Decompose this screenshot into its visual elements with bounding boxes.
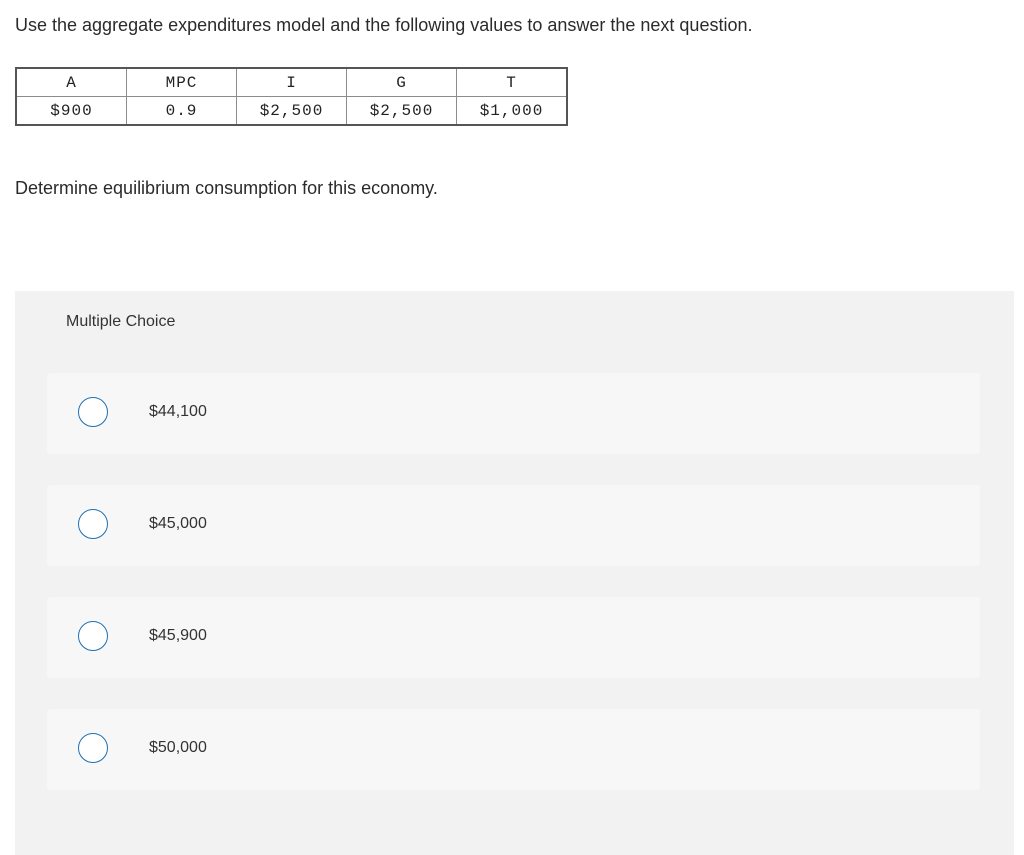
table-cell: $2,500: [347, 97, 457, 126]
multiple-choice-header: Multiple Choice: [66, 313, 176, 330]
radio-button-icon[interactable]: [78, 509, 108, 539]
table-header-cell: I: [237, 68, 347, 97]
table-header-row: [16, 68, 567, 97]
values-table: [15, 67, 568, 126]
table-cell: $2,500: [237, 97, 347, 126]
table-header-cell: T: [457, 68, 568, 97]
choice-label: $44,100: [149, 403, 207, 420]
multiple-choice-panel: [15, 291, 1014, 855]
radio-button-icon[interactable]: [78, 397, 108, 427]
choice-option[interactable]: [47, 373, 980, 454]
choice-label: $45,900: [149, 627, 207, 644]
table-header-cell: MPC: [127, 68, 237, 97]
radio-button-icon[interactable]: [78, 621, 108, 651]
table-cell: $900: [16, 97, 127, 126]
table-cell: $1,000: [457, 97, 568, 126]
radio-button-icon[interactable]: [78, 733, 108, 763]
choice-option[interactable]: [47, 709, 980, 790]
choice-label: $50,000: [149, 739, 207, 756]
question-prompt: Determine equilibrium consumption for this economy.: [15, 178, 438, 198]
table-header-cell: A: [16, 68, 127, 97]
choice-option[interactable]: [47, 597, 980, 678]
choice-option[interactable]: [47, 485, 980, 566]
choice-label: $45,000: [149, 515, 207, 532]
table-row: [16, 97, 567, 126]
question-intro: Use the aggregate expenditures model and the following values to answer the next question.: [15, 15, 753, 35]
multiple-choice-options: [15, 353, 1014, 855]
table-cell: 0.9: [127, 97, 237, 126]
table-header-cell: G: [347, 68, 457, 97]
